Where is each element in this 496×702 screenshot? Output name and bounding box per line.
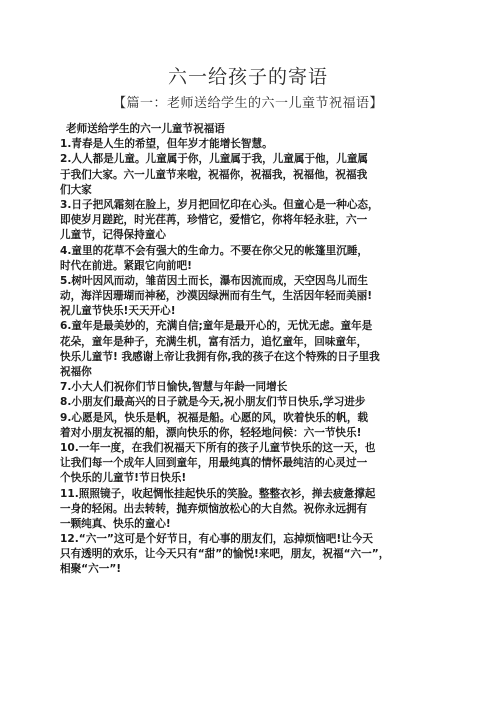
text-line: 6.童年是最美妙的，充满自信;童年是最开心的，无忧无虑。童年是 [60, 320, 373, 333]
text-line: 8.小朋友们最高兴的日子就是今天,祝小朋友们节日快乐,学习进步 [60, 396, 366, 409]
document-body [60, 122, 432, 578]
text-line: 1.青春是人生的希望，但年岁才能增长智慧。 [60, 138, 273, 151]
text-line: 3.日子把风霜刻在脸上，岁月把回忆印在心头。但童心是一种心态， [60, 198, 379, 211]
text-line: 快乐儿童节! 我感谢上帝让我拥有你,我的孩子在这个特殊的日子里我 [60, 350, 380, 363]
text-line: 于我们大家。六一儿童节来啦，祝福你，祝福我，祝福他，祝福我 [60, 168, 368, 181]
text-line: 相聚“六一”! [60, 563, 122, 576]
text-line: 7.小大人们祝你们节日愉快,智慧与年龄一同增长 [60, 381, 288, 394]
text-line: 动，海洋因珊瑚而神秘，沙漠因绿洲而有生气，生活因年轻而美丽! [60, 290, 373, 303]
text-line: 一颗纯真、快乐的童心! [60, 517, 171, 530]
text-line: 2.人人都是儿童。儿童属于你，儿童属于我，儿童属于他，儿童属 [60, 153, 369, 166]
document-title: 六一给孩子的寄语 [167, 66, 328, 88]
text-line: 儿童节，记得保持童心 [60, 229, 166, 242]
text-line: 花朵，童年是种子，充满生机，富有活力，追忆童年，回味童年， [60, 335, 368, 348]
text-line: 时代在前进。紧跟它向前吧! [60, 259, 192, 272]
text-line: 们大家 [60, 183, 92, 196]
text-line: 只有透明的欢乐，让今天只有“甜”的愉悦!来吧，朋友，祝福“六一”， [60, 548, 390, 561]
document-subtitle: 【篇一：老师送给学生的六一儿童节祝福语】 [112, 96, 383, 111]
section-heading: 老师送给学生的六一儿童节祝福语 [66, 123, 225, 135]
text-line: 让我们每一个成年人回到童年，用最纯真的情怀最纯洁的心灵过一 [60, 457, 368, 470]
text-line: 12.“六一”这可是个好节日，有心事的朋友们，忘掉烦恼吧!让今天 [60, 533, 373, 546]
text-line: 9.心愿是风，快乐是帆，祝福是船。心愿的风，吹着快乐的帆，载 [60, 411, 369, 424]
text-line: 11.照照镜子，收起惆怅挂起快乐的笑脸。整整衣衫，掸去疲惫撑起 [60, 487, 376, 500]
text-line: 一身的轻闲。出去转转，抛弃烦恼放松心的大自然。祝你永远拥有 [60, 502, 368, 515]
text-line: 个快乐的儿童节!节日快乐! [60, 472, 187, 485]
text-line: 即使岁月蹉跎，时光荏苒，珍惜它，爱惜它，你将年轻永驻，六一 [60, 214, 368, 227]
text-line: 4.童里的花草不会有强大的生命力。不要在你父兄的帐篷里沉睡， [60, 244, 369, 257]
text-line: 祝儿童节快乐!天天开心! [60, 305, 176, 318]
text-line: 着对小朋友祝福的船，漂向快乐的你，轻轻地问候：六一节快乐! [60, 426, 362, 439]
text-line: 10.一年一度，在我们祝福天下所有的孩子儿童节快乐的这一天，也 [60, 441, 376, 454]
text-line: 祝福你 [60, 366, 92, 378]
text-line: 5.树叶因风而动，雏苗因土而长，瀑布因流而成，天空因鸟儿而生 [60, 274, 369, 287]
